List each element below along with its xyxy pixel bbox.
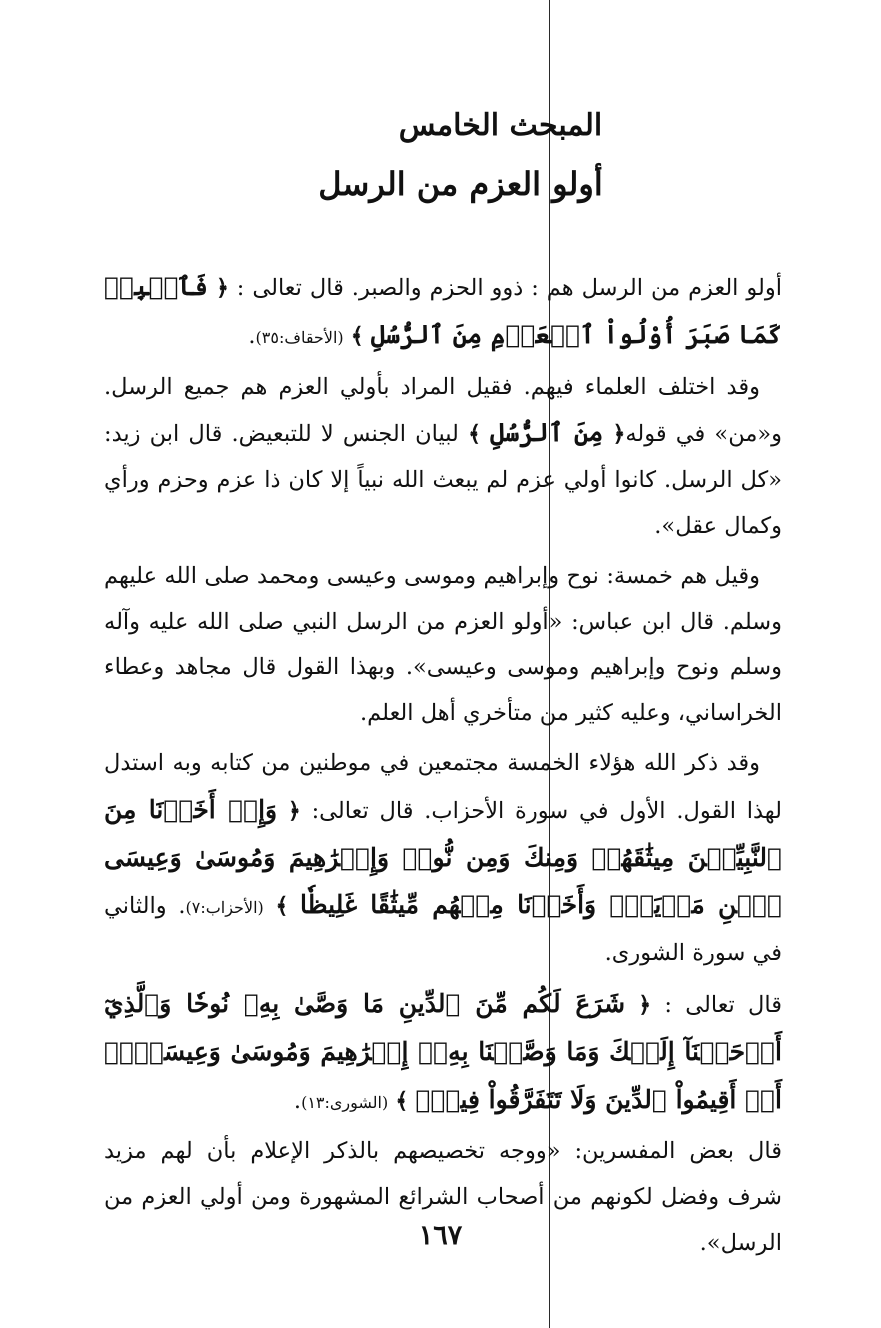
quran-close-bracket: ﴾ — [350, 322, 364, 349]
quran-close-bracket: ﴾ — [395, 1087, 409, 1114]
quran-verse-shura: شَرَعَ لَكُم مِّنَ ٱلدِّينِ مَا وَصَّىٰ بِهِۦ نُوحٗا وَٱلَّذِيٓ أَوۡحَيۡنَآ إِلَيۡكَ وَمَا وَصَّيۡنَا بِهِۦٓ إِبۡرَٰهِيمَ وَمُوسَىٰ وَعِيسَىٰٓۖ أَنۡ أَقِيمُواْ ٱلدِّينَ وَلَا تَتَفَرَّقُواْ فِيهِۚ — [104, 988, 782, 1114]
verse-reference-ahzab: (الأحزاب:٧) — [185, 898, 264, 918]
quran-open-bracket: ﴿ — [638, 991, 652, 1018]
paragraph-3 — [104, 554, 782, 737]
quran-open-bracket: ﴿ — [215, 275, 229, 301]
paragraph-2-text-b: لبيان الجنس لا للتبعيض. قال ابن زيد: «كل الرسل. كانوا أولي عزم لم يبعث الله نبياً إلا كان ذا عزم وحزم ورأي وكمال عقل». — [104, 421, 782, 539]
paragraph-5-text-a: قال تعالى : — [664, 991, 783, 1018]
paragraph-2 — [104, 365, 782, 550]
quran-close-bracket: ﴾ — [468, 421, 481, 448]
chapter-title: أولو العزم من الرسل — [318, 165, 603, 203]
paragraph-5-end: . — [293, 1087, 302, 1114]
paragraph-6-text: قال بعض المفسرين: «ووجه تخصيصهم بالذكر الإعلام بأن لهم مزيد شرف وفضل لكونهم من أصحاب الشرائع المشهورة ومن أولي العزم من الرسل». — [104, 1138, 782, 1256]
paragraph-5 — [104, 981, 782, 1125]
paragraph-4-text-b: . والثاني في سورة الشورى. — [104, 893, 782, 967]
paragraph-2-text-a: وقد اختلف العلماء فيهم. فقيل المراد بأولي العزم هم جميع الرسل. و«من» في قوله — [104, 373, 783, 448]
paragraph-4-text-a: وقد ذكر الله هؤلاء الخمسة مجتمعين في موطنين من كتابه وبه استدل لهذا القول. الأول في سورة الأحزاب. قال تعالى: — [104, 749, 783, 824]
verse-reference-ahqaf: (الأحقاف:٣٥) — [255, 327, 344, 347]
paragraph-1-end: . — [248, 322, 256, 349]
paragraph-1 — [104, 264, 782, 361]
quran-open-bracket: ﴿ — [612, 421, 626, 448]
paragraph-1-text: أولو العزم من الرسل هم : ذوو الحزم والصبر. قال تعالى : — [236, 275, 782, 301]
paragraph-3-text: وقيل هم خمسة: نوح وإبراهيم وموسى وعيسى ومحمد صلى الله عليهم وسلم. قال ابن عباس: «أولو العزم من الرسل النبي صلى الله عليه وآله وسلم ونوح وإبراهيم وموسى وعيسى». وبهذا القول قال مجاهد وعطاء الخراساني، وعليه كثير من متأخري أهل العلم. — [104, 562, 782, 727]
body-text — [104, 264, 782, 1271]
quran-verse-ahzab: وَإِذۡ أَخَذۡنَا مِنَ ٱلنَّبِيِّـۧنَ مِيثَٰقَهُمۡ وَمِنكَ وَمِن نُّوحٖ وَإِبۡرَٰهِيمَ وَمُوسَىٰ وَعِيسَى ٱبۡنِ مَرۡيَمَۖ وَأَخَذۡنَا مِنۡهُم مِّيثَٰقًا غَلِيظٗا — [104, 794, 782, 920]
verse-reference-shura: (الشورى:١٣) — [301, 1092, 389, 1112]
quran-verse-ahqaf: فَٱصۡبِرۡ كَمَا صَبَرَ أُوْلُواْ ٱلۡعَزۡمِ مِنَ ٱلرُّسُلِ — [104, 272, 782, 349]
quran-close-bracket: ﴾ — [275, 893, 289, 920]
page-number: ١٦٧ — [418, 1220, 463, 1251]
quran-phrase-min-alrusul: مِنَ ٱلرُّسُلِ — [490, 418, 604, 448]
quran-open-bracket: ﴿ — [287, 797, 301, 824]
section-heading: المبحث الخامس — [398, 108, 603, 143]
paragraph-4 — [104, 741, 782, 977]
